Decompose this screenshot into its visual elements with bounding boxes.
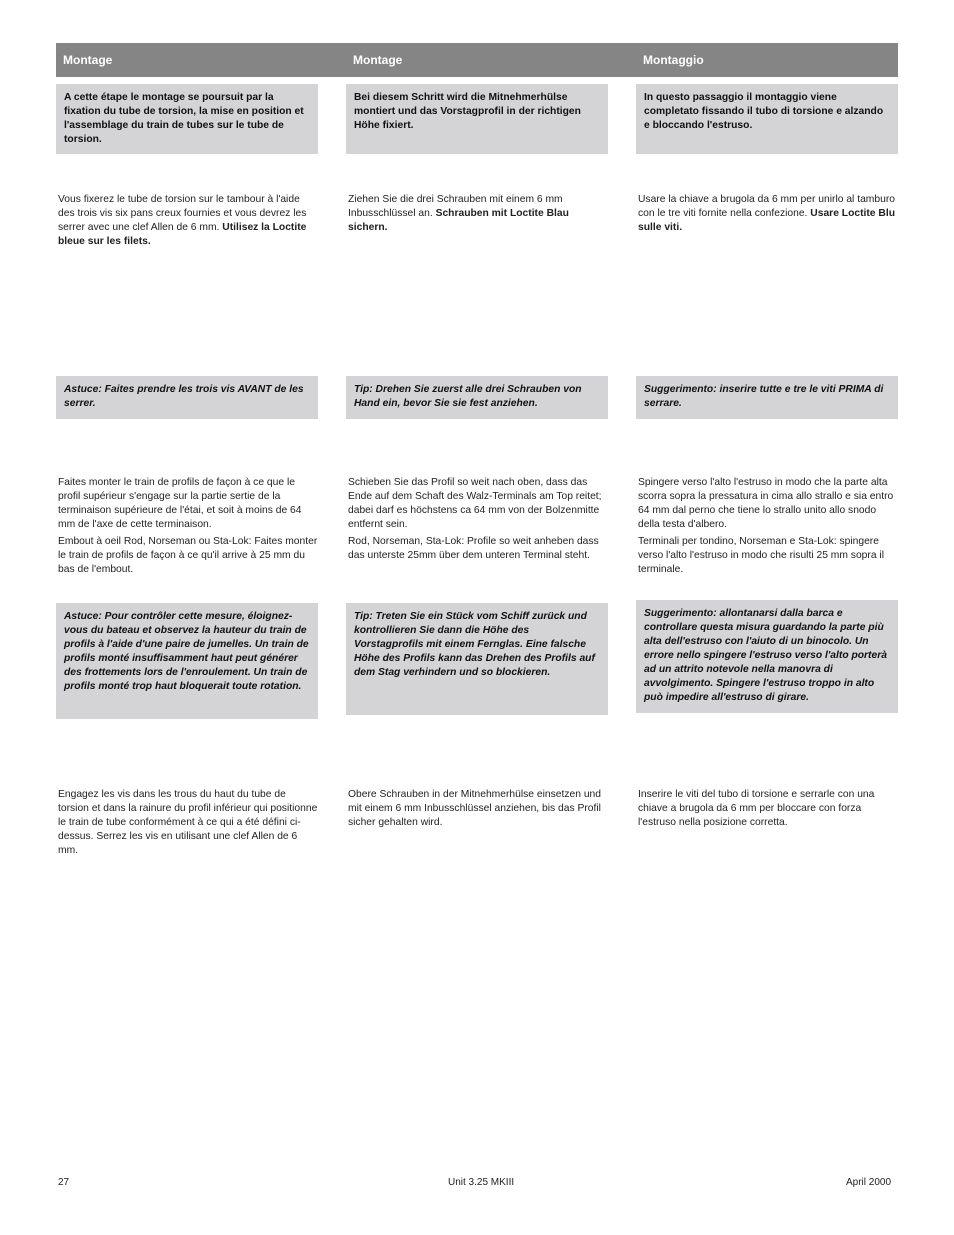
tip2-box-italian: Suggerimento: allontanarsi dalla barca e controllare questa misura guardando la parte più alta dell'estruso con l'aiuto di un binocolo. Un errore nello spingere l'estruso verso l'alto porterà ad un attrito notevole nella manovra di avvolgimento. Spingere l'estruso troppo in alto può impedire all'estruso di girare. bbox=[636, 600, 898, 713]
step1-text-german bbox=[346, 193, 608, 235]
step2-text-german bbox=[346, 476, 608, 566]
column-header-french: Montage bbox=[56, 43, 346, 77]
step1-plain: Vous fixerez le tube de torsion sur le tambour à l'aide des trois vis six pans creux fournies et vous devrez les serrer avec une clef Allen de 6 mm. bbox=[58, 194, 307, 233]
column-header-german: Montage bbox=[346, 43, 636, 77]
step1-text-italian bbox=[636, 193, 898, 235]
tip2-box-french: Astuce: Pour contrôler cette mesure, éloignez-vous du bateau et observez la hauteur du train de profils à l'aide d'une paire de jumelles. Un train de profils monté insuffisamment haut peut générer des frottements lors de l'enroulement. Un train de profils monté trop haut bloquerait toute rotation. bbox=[56, 603, 318, 719]
intro-box-french: A cette étape le montage se poursuit par la fixation du tube de torsion, la mise en position et l'assemblage du train de tubes sur le tube de torsion. bbox=[56, 84, 318, 154]
step3-text-german: Obere Schrauben in der Mitnehmerhülse einsetzen und mit einem 6 mm Inbusschlüssel anziehen, bis das Profil sicher gehalten wird. bbox=[348, 789, 601, 828]
step2-paragraph-1: Faites monter le train de profils de façon à ce que le profil supérieur s'engage sur la partie sertie de la terminaison supérieure de l'étai, et soit à moins de 64 mm de l'axe de cette terminaison. bbox=[58, 477, 302, 530]
step1-bold: Schrauben mit Loctite Blau sichern. bbox=[348, 208, 569, 233]
step2-paragraph-2: Rod, Norseman, Sta-Lok: Profile so weit anheben dass das unterste 25mm über dem unteren Terminal steht. bbox=[348, 536, 599, 561]
tip1-box-german: Tip: Drehen Sie zuerst alle drei Schrauben von Hand ein, bevor Sie sie fest anziehen. bbox=[346, 376, 608, 419]
step2-paragraph-2: Terminali per tondino, Norseman e Sta-Lok: spingere verso l'alto l'estruso in modo che risulti 25 mm sopra il terminale. bbox=[638, 536, 885, 575]
step1-plain: Ziehen Sie die drei Schrauben mit einem 6 mm Inbusschlüssel an. bbox=[348, 194, 563, 219]
step3-text-italian: Inserire le viti del tubo di torsione e serrarle con una chiave a brugola da 6 mm per bloccare con forza l'estruso nella posizione corretta. bbox=[638, 789, 875, 828]
page-number: 27 bbox=[58, 1177, 70, 1188]
intro-box-italian: In questo passaggio il montaggio viene completato fissando il tubo di torsione e alzando e bloccando l'estruso. bbox=[636, 84, 898, 154]
step3-text-french: Engagez les vis dans les trous du haut du tube de torsion et dans la rainure du profil inférieur qui positionne le train de tube conformément à ce qui a été défini ci-dessus. Serrez les vis en utilisant une clef Allen de 6 mm. bbox=[58, 789, 318, 856]
tip1-box-italian: Suggerimento: inserire tutte e tre le viti PRIMA di serrare. bbox=[636, 376, 898, 419]
tip1-box-french: Astuce: Faites prendre les trois vis AVANT de les serrer. bbox=[56, 376, 318, 419]
date-label: April 2000 bbox=[846, 1177, 892, 1188]
column-header-italian: Montaggio bbox=[636, 43, 898, 77]
intro-box-german: Bei diesem Schritt wird die Mitnehmerhülse montiert und das Vorstagprofil in der richtigen Höhe fixiert. bbox=[346, 84, 608, 154]
step2-paragraph-1: Spingere verso l'alto l'estruso in modo che la parte alta scorra sopra la pressatura in cima allo strallo e sia entro 64 mm dal perno che tiene lo strallo unito allo snodo della testa d'albero. bbox=[638, 477, 894, 530]
step2-text-italian bbox=[636, 476, 898, 580]
step1-bold: Utilisez la Loctite bleue sur les filets. bbox=[58, 222, 307, 247]
step1-bold: Usare Loctite Blu sulle viti. bbox=[638, 208, 895, 233]
tip2-box-german: Tip: Treten Sie ein Stück vom Schiff zurück und kontrollieren Sie dann die Höhe des Vorstagprofils mit einem Fernglas. Eine falsche Höhe des Profils kann das Drehen des Profils auf dem Stag verhindern und so blockieren. bbox=[346, 603, 608, 715]
unit-label: Unit 3.25 MKIII bbox=[448, 1177, 515, 1188]
step2-text-french bbox=[56, 476, 318, 580]
step1-plain: Usare la chiave a brugola da 6 mm per unirlo al tamburo con le tre viti fornite nella confezione. bbox=[638, 194, 895, 219]
step2-paragraph-1: Schieben Sie das Profil so weit nach oben, dass das Ende auf dem Schaft des Walz-Terminals am Top reitet; dabei darf es höchstens ca 64 mm von der Bolzenmitte entfernt sein. bbox=[348, 477, 602, 530]
step2-paragraph-2: Embout à oeil Rod, Norseman ou Sta-Lok: Faites monter le train de profils de façon à ce qu'il arrive à 25 mm du bas de l'embout. bbox=[58, 536, 318, 575]
step1-text-french bbox=[56, 193, 318, 249]
